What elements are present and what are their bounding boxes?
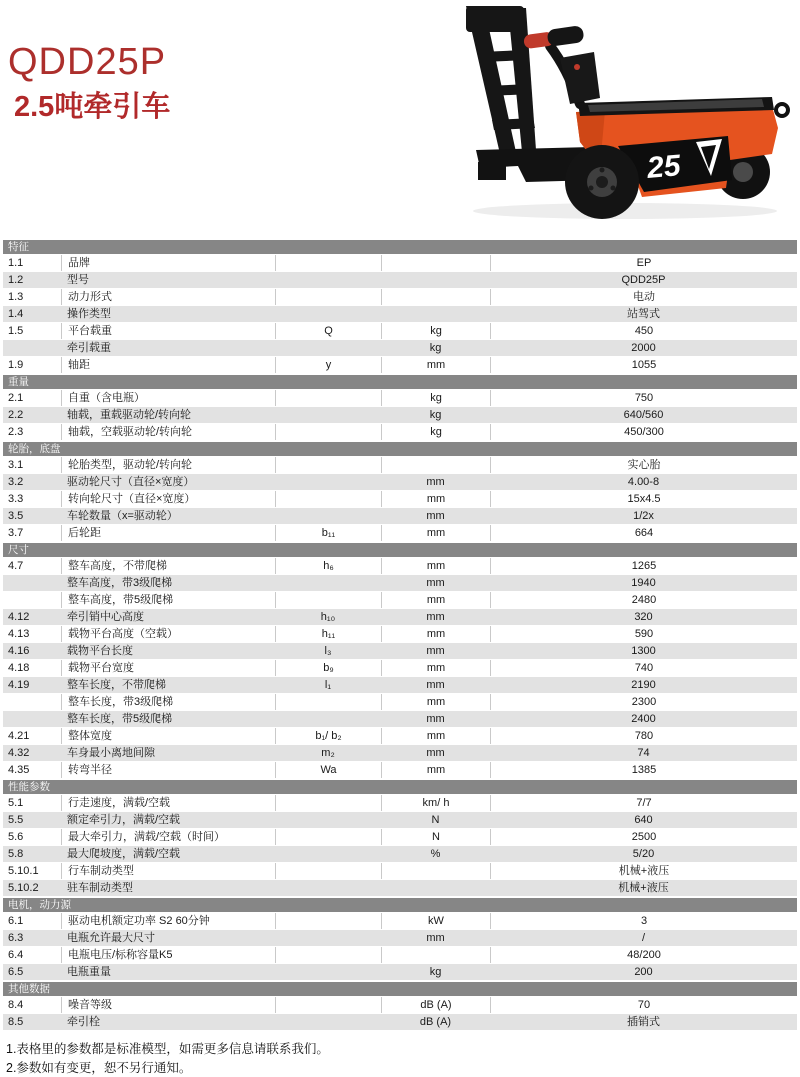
spec-no <box>3 575 61 591</box>
spec-unit: mm <box>381 728 490 744</box>
spec-unit: mm <box>381 558 490 574</box>
spec-label: 平台载重 <box>61 323 275 339</box>
spec-no: 1.2 <box>8 274 24 286</box>
page-title: QDD25P <box>8 41 167 83</box>
spec-no: 4.21 <box>8 730 30 742</box>
spec-no: 4.19 <box>8 679 30 691</box>
section-rows <box>3 913 797 981</box>
spec-unit: mm <box>426 679 445 691</box>
spec-symbol: h₁₀ <box>320 611 336 623</box>
spec-value: 200 <box>634 966 653 978</box>
spec-no: 3.5 <box>8 510 24 522</box>
spec-unit: kg <box>429 966 442 978</box>
spec-unit <box>381 863 490 879</box>
spec-unit: N <box>381 829 490 845</box>
spec-unit: mm <box>381 762 490 778</box>
spec-symbol: Wa <box>275 762 381 778</box>
spec-unit: mm <box>381 491 490 507</box>
tow-hook <box>776 104 788 116</box>
spec-symbol <box>275 863 381 879</box>
spec-label: 轴载，空载驱动轮/转向轮 <box>61 424 275 440</box>
spec-value: 2480 <box>490 592 797 608</box>
spec-symbol <box>275 846 381 862</box>
spec-value: 2400 <box>631 713 656 725</box>
spec-label: 驻车制动类型 <box>67 882 133 894</box>
spec-no <box>3 694 61 710</box>
spec-symbol <box>275 592 381 608</box>
spec-value: 48/200 <box>490 947 797 963</box>
spec-no: 3.7 <box>8 527 24 539</box>
spec-symbol <box>275 272 381 288</box>
spec-no: 6.1 <box>8 915 24 927</box>
table-row <box>3 424 797 441</box>
spec-no: 6.5 <box>8 966 24 978</box>
spec-label: 行走速度，满载/空载 <box>61 795 275 811</box>
spec-symbol <box>275 913 381 929</box>
footnote-2: 2.参数如有变更，恕不另行通知。 <box>6 1061 192 1075</box>
spec-label: 车身最小离地间隙 <box>67 747 155 759</box>
spec-no: 3.1 <box>8 459 24 471</box>
control-button <box>574 64 580 70</box>
spec-symbol: h₁₁ <box>275 626 381 642</box>
spec-section <box>3 543 797 779</box>
spec-unit: % <box>430 848 441 860</box>
section-rows <box>3 390 797 441</box>
spec-label: 整车高度，带3级爬梯 <box>67 577 173 589</box>
spec-label: 牵引载重 <box>67 342 111 354</box>
spec-no: 5.6 <box>8 831 24 843</box>
chassis-foot <box>478 162 506 180</box>
table-row <box>3 357 797 374</box>
spec-symbol <box>275 508 381 524</box>
spec-unit: mm <box>381 525 490 541</box>
spec-value: 15x4.5 <box>490 491 797 507</box>
table-row <box>3 694 797 711</box>
spec-unit: dB (A) <box>381 997 490 1013</box>
spec-value: 2500 <box>490 829 797 845</box>
spec-unit: mm <box>426 476 445 488</box>
spec-value: 站驾式 <box>627 308 660 320</box>
spec-symbol <box>275 880 381 896</box>
product-badge-text: 25 <box>645 149 682 185</box>
spec-label: 电瓶允许最大尺寸 <box>67 932 155 944</box>
spec-label: 驱动电机额定功率 S2 60分钟 <box>61 913 275 929</box>
spec-no: 2.3 <box>8 426 24 438</box>
spec-label: 轴载，重载驱动轮/转向轮 <box>67 409 192 421</box>
spec-symbol <box>275 795 381 811</box>
spec-no: 2.1 <box>8 392 24 404</box>
table-row <box>3 340 797 357</box>
spec-value: 780 <box>490 728 797 744</box>
spec-no: 1.9 <box>8 359 24 371</box>
spec-value: 450 <box>490 323 797 339</box>
spec-symbol <box>275 424 381 440</box>
footnotes <box>6 1041 800 1076</box>
spec-no <box>3 340 61 356</box>
spec-label: 电瓶电压/标称容量K5 <box>61 947 275 963</box>
spec-no: 4.18 <box>8 662 30 674</box>
table-row <box>3 626 797 643</box>
section-header: 轮胎，底盘 <box>3 442 797 456</box>
spec-symbol <box>275 812 381 828</box>
spec-symbol: b₁₁ <box>275 525 381 541</box>
spec-value: 1265 <box>490 558 797 574</box>
spec-unit: km/ h <box>381 795 490 811</box>
spec-label: 牵引销中心高度 <box>67 611 144 623</box>
spec-no: 5.1 <box>8 797 24 809</box>
spec-label: 操作类型 <box>67 308 111 320</box>
spec-unit: mm <box>426 577 445 589</box>
spec-no: 4.12 <box>8 611 30 623</box>
table-row <box>3 880 797 897</box>
spec-symbol <box>275 930 381 946</box>
spec-symbol <box>275 829 381 845</box>
table-row <box>3 1014 797 1031</box>
section-rows <box>3 558 797 779</box>
spec-unit: mm <box>381 660 490 676</box>
spec-no: 5.10.1 <box>8 865 39 877</box>
spec-no: 5.10.2 <box>8 882 39 894</box>
spec-label: 最大牵引力，满载/空载（时间） <box>61 829 275 845</box>
spec-unit <box>381 272 490 288</box>
spec-unit: mm <box>381 357 490 373</box>
spec-symbol <box>275 474 381 490</box>
spec-symbol <box>275 491 381 507</box>
section-rows <box>3 795 797 897</box>
spec-no <box>3 711 61 727</box>
spec-value: 7/7 <box>490 795 797 811</box>
table-row <box>3 947 797 964</box>
spec-no: 1.3 <box>8 291 24 303</box>
spec-label: 整车高度，不带爬梯 <box>61 558 275 574</box>
table-row <box>3 829 797 846</box>
spec-symbol: b₁/ b₂ <box>275 728 381 744</box>
table-row <box>3 525 797 542</box>
table-row <box>3 474 797 491</box>
spec-no: 1.4 <box>8 308 24 320</box>
spec-value: 5/20 <box>632 848 655 860</box>
table-row <box>3 491 797 508</box>
spec-label: 驱动轮尺寸（直径×宽度） <box>67 476 195 488</box>
spec-no: 1.5 <box>8 325 24 337</box>
table-row <box>3 677 797 694</box>
spec-unit: mm <box>381 592 490 608</box>
table-row <box>3 913 797 930</box>
spec-no: 5.5 <box>8 814 24 826</box>
spec-label: 载物平台长度 <box>67 645 133 657</box>
spec-label: 牵引栓 <box>67 1016 100 1028</box>
spec-no: 8.5 <box>8 1016 24 1028</box>
spec-unit: mm <box>426 747 445 759</box>
spec-value: 740 <box>490 660 797 676</box>
front-wheel <box>565 145 639 219</box>
spec-unit: kg <box>381 390 490 406</box>
table-row <box>3 609 797 626</box>
spec-value: 3 <box>490 913 797 929</box>
spec-unit <box>381 880 490 896</box>
table-row <box>3 289 797 306</box>
section-header: 性能参数 <box>3 780 797 794</box>
spec-label: 额定牵引力，满载/空载 <box>67 814 181 826</box>
table-row <box>3 745 797 762</box>
spec-symbol: l₁ <box>324 679 332 691</box>
spec-value: 2000 <box>631 342 656 354</box>
spec-value: 实心胎 <box>490 457 797 473</box>
spec-no: 5.8 <box>8 848 24 860</box>
spec-no: 4.16 <box>8 645 30 657</box>
table-row <box>3 643 797 660</box>
section-header: 重量 <box>3 375 797 389</box>
spec-symbol: b₉ <box>275 660 381 676</box>
spec-label: 品牌 <box>61 255 275 271</box>
section-header: 其他数据 <box>3 982 797 996</box>
section-rows <box>3 255 797 374</box>
spec-no: 1.1 <box>8 257 24 269</box>
spec-symbol <box>275 575 381 591</box>
spec-label: 轴距 <box>61 357 275 373</box>
spec-value: 电动 <box>490 289 797 305</box>
spec-no <box>3 592 61 608</box>
spec-no: 4.32 <box>8 747 30 759</box>
spec-unit <box>381 255 490 271</box>
spec-unit: kg <box>429 409 442 421</box>
spec-unit: kg <box>381 323 490 339</box>
spec-label: 载物平台宽度 <box>61 660 275 676</box>
spec-value: 机械+液压 <box>490 863 797 879</box>
spec-value: 640/560 <box>623 409 664 421</box>
spec-value: 4.00-8 <box>627 476 660 488</box>
spec-label: 整体宽度 <box>61 728 275 744</box>
table-row <box>3 457 797 474</box>
spec-value: 1940 <box>631 577 656 589</box>
table-row <box>3 558 797 575</box>
spec-unit: mm <box>381 694 490 710</box>
spec-unit <box>381 306 490 322</box>
spec-label: 噪音等级 <box>61 997 275 1013</box>
spec-label: 行车制动类型 <box>61 863 275 879</box>
spec-label: 转弯半径 <box>61 762 275 778</box>
section-header: 电机，动力源 <box>3 898 797 912</box>
hero-section <box>0 0 800 238</box>
spec-symbol <box>275 694 381 710</box>
spec-no: 3.3 <box>8 493 24 505</box>
spec-unit: dB (A) <box>419 1016 452 1028</box>
section-rows <box>3 457 797 542</box>
spec-unit: kg <box>429 342 442 354</box>
spec-label: 型号 <box>67 274 89 286</box>
table-row <box>3 272 797 289</box>
spec-label: 整车长度，带5级爬梯 <box>67 713 173 725</box>
spec-symbol: h₆ <box>275 558 381 574</box>
spec-no: 6.4 <box>8 949 24 961</box>
table-row <box>3 592 797 609</box>
tow-tractor-illustration <box>430 0 800 230</box>
spec-unit: mm <box>426 713 445 725</box>
spec-symbol <box>275 711 381 727</box>
spec-label: 自重（含电瓶） <box>61 390 275 406</box>
spec-no: 4.13 <box>8 628 30 640</box>
table-row <box>3 255 797 272</box>
table-row <box>3 390 797 407</box>
spec-value: 1/2x <box>633 510 654 522</box>
spec-section <box>3 375 797 441</box>
spec-label: 转向轮尺寸（直径×宽度） <box>61 491 275 507</box>
spec-no: 2.2 <box>8 409 24 421</box>
spec-no: 4.35 <box>8 764 30 776</box>
spec-unit <box>381 947 490 963</box>
table-row <box>3 846 797 863</box>
table-row <box>3 508 797 525</box>
spec-value: QDD25P <box>621 274 666 286</box>
spec-label: 动力形式 <box>61 289 275 305</box>
spec-label: 车轮数量（x=驱动轮） <box>67 510 178 522</box>
spec-value: 320 <box>634 611 653 623</box>
spec-symbol: m₂ <box>321 747 335 759</box>
spec-label: 载物平台高度（空载） <box>61 626 275 642</box>
table-row <box>3 660 797 677</box>
tiller-grip-black <box>547 25 585 47</box>
spec-label: 整车长度，带3级爬梯 <box>61 694 275 710</box>
spec-unit: kW <box>381 913 490 929</box>
spec-symbol <box>275 390 381 406</box>
spec-unit: mm <box>426 510 445 522</box>
spec-value: 450/300 <box>490 424 797 440</box>
spec-symbol <box>275 964 381 980</box>
spec-value: 640 <box>634 814 653 826</box>
spec-value: 2300 <box>490 694 797 710</box>
spec-value: 70 <box>490 997 797 1013</box>
spec-unit: mm <box>426 645 445 657</box>
spec-table <box>3 240 797 1031</box>
spec-symbol: l₃ <box>324 645 332 657</box>
table-row <box>3 997 797 1014</box>
spec-unit: mm <box>426 611 445 623</box>
spec-section <box>3 982 797 1031</box>
spec-symbol: y <box>275 357 381 373</box>
spec-symbol <box>275 997 381 1013</box>
table-row <box>3 930 797 947</box>
spec-value: EP <box>490 255 797 271</box>
spec-symbol <box>275 255 381 271</box>
spec-section <box>3 898 797 981</box>
spec-value: 1055 <box>490 357 797 373</box>
product-photo <box>430 0 800 230</box>
spec-label: 后轮距 <box>61 525 275 541</box>
table-row <box>3 762 797 779</box>
spec-value: 590 <box>490 626 797 642</box>
table-row <box>3 795 797 812</box>
section-header: 尺寸 <box>3 543 797 557</box>
table-row <box>3 407 797 424</box>
spec-unit: mm <box>426 932 445 944</box>
spec-no: 3.2 <box>8 476 24 488</box>
spec-unit: kg <box>381 424 490 440</box>
ladder-mast <box>466 6 536 154</box>
spec-label: 最大爬坡度，满载/空载 <box>67 848 181 860</box>
spec-label: 电瓶重量 <box>67 966 111 978</box>
spec-value: 2190 <box>631 679 656 691</box>
table-row <box>3 575 797 592</box>
spec-symbol <box>275 289 381 305</box>
table-row <box>3 711 797 728</box>
spec-unit: N <box>431 814 440 826</box>
table-row <box>3 728 797 745</box>
spec-unit <box>381 457 490 473</box>
page-subtitle: 2.5吨牵引车 <box>14 90 171 123</box>
spec-section <box>3 780 797 897</box>
title-block <box>8 42 170 124</box>
spec-unit: mm <box>381 626 490 642</box>
spec-symbol <box>275 457 381 473</box>
spec-label: 轮胎类型，驱动轮/转向轮 <box>61 457 275 473</box>
table-row <box>3 306 797 323</box>
spec-label: 整车高度，带5级爬梯 <box>61 592 275 608</box>
control-pod <box>560 52 600 104</box>
spec-symbol <box>275 306 381 322</box>
spec-value: 插销式 <box>627 1016 660 1028</box>
spec-section <box>3 442 797 542</box>
spec-value: 664 <box>490 525 797 541</box>
spec-value: 1385 <box>490 762 797 778</box>
spec-symbol <box>275 340 381 356</box>
spec-value: / <box>641 932 646 944</box>
table-row <box>3 323 797 340</box>
table-row <box>3 964 797 981</box>
table-row <box>3 812 797 829</box>
spec-symbol <box>275 407 381 423</box>
spec-symbol: Q <box>275 323 381 339</box>
spec-symbol <box>275 947 381 963</box>
spec-value: 74 <box>637 747 650 759</box>
footnote-1: 1.表格里的参数都是标准模型，如需更多信息请联系我们。 <box>6 1042 329 1056</box>
spec-no: 4.7 <box>8 560 24 572</box>
spec-section <box>3 240 797 374</box>
section-rows <box>3 997 797 1031</box>
spec-no: 6.3 <box>8 932 24 944</box>
spec-label: 整车长度，不带爬梯 <box>67 679 166 691</box>
spec-value: 1300 <box>631 645 656 657</box>
spec-value: 750 <box>490 390 797 406</box>
section-header: 特征 <box>3 240 797 254</box>
table-row <box>3 863 797 880</box>
spec-value: 机械+液压 <box>618 882 669 894</box>
spec-no: 8.4 <box>8 999 24 1011</box>
spec-symbol <box>275 1014 381 1030</box>
spec-unit <box>381 289 490 305</box>
